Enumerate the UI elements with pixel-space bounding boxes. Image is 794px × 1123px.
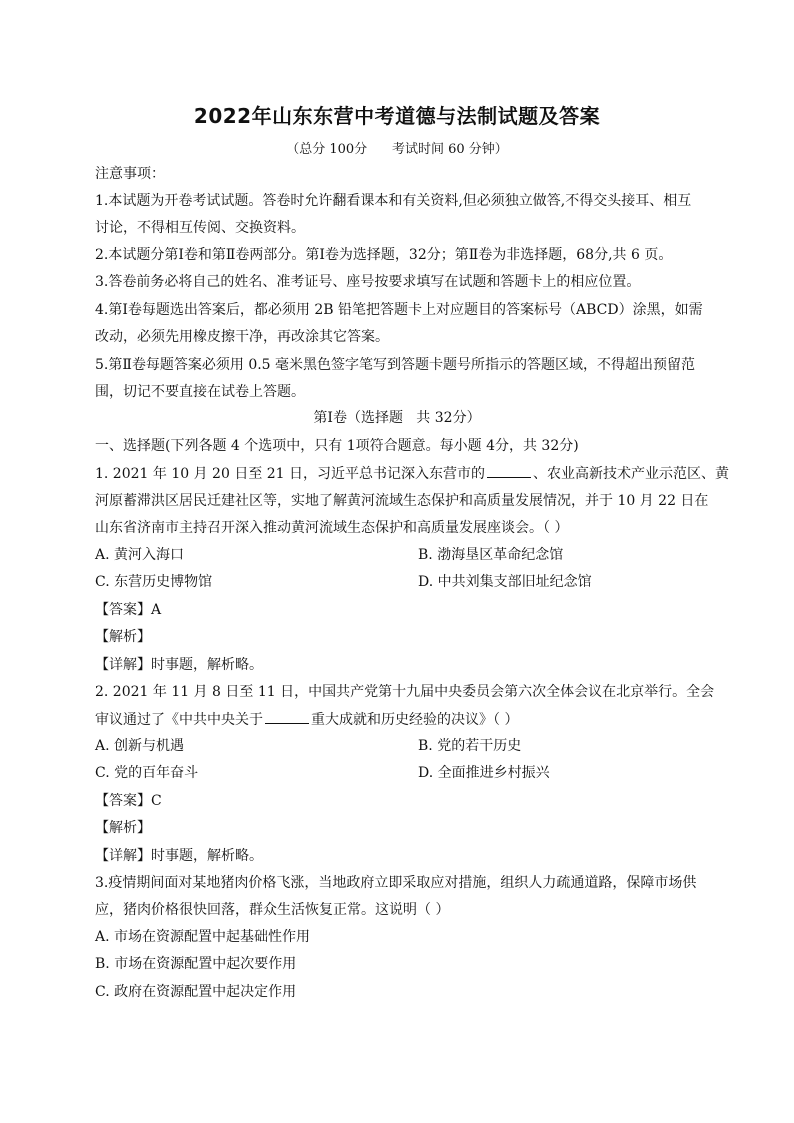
question-1-text: 山东省济南市主持召开深入推动黄河流域生态保护和高质量发展座谈会。（ ） (95, 520, 569, 536)
option-c: C. 东营历史博物馆 (95, 574, 213, 590)
answer-label: 【答案】A (95, 602, 162, 618)
question-1-text-part: 、农业高新技术产业示范区、黄 (533, 466, 730, 482)
notice-heading: 注意事项： (95, 166, 165, 182)
notice-line: 围，切记不要直接在试卷上答题。 (95, 384, 305, 400)
question-3-text: 应，猪肉价格很快回落，群众生活恢复正常。这说明（ ） (95, 902, 450, 918)
option-d: D. 中共刘集支部旧址纪念馆 (418, 574, 592, 590)
question-1-text (95, 463, 729, 484)
question-2-text-part: 审议通过了《中共中央关于 (95, 712, 263, 728)
notice-line: 1.本试题为开卷考试试题。答卷时允许翻看课本和有关资料,但必须独立做答,不得交头接耳、相互 (95, 193, 692, 209)
option-d: D. 全面推进乡村振兴 (418, 765, 550, 781)
notice-line: 讨论，不得相互传阅、交换资料。 (95, 220, 305, 236)
option-b: B. 党的若干历史 (418, 738, 522, 754)
question-1-text-part: 1. 2021 年 10 月 20 日至 21 日，习近平总书记深入东营市的 (95, 466, 486, 482)
question-1-text: 河原蓄滞洪区居民迁建社区等，实地了解黄河流域生态保护和高质量发展情况，并于 10 月 22 日在 (95, 493, 709, 509)
option-c: C. 党的百年奋斗 (95, 765, 199, 781)
question-2-text: 2. 2021 年 11 月 8 日至 11 日，中国共产党第十九届中央委员会第六次全体会议在北京举行。全会 (95, 684, 715, 700)
detail-label: 【详解】时事题，解析略。 (95, 848, 263, 864)
analysis-label: 【解析】 (95, 820, 151, 836)
notice-line: 2.本试题分第Ⅰ卷和第Ⅱ卷两部分。第Ⅰ卷为选择题，32分；第Ⅱ卷为非选择题，68分,共 6 页。 (95, 247, 673, 263)
option-a: A. 创新与机遇 (95, 738, 185, 754)
section-title: 第Ⅰ卷（选择题 共 32分） (313, 410, 481, 426)
option-c: C. 政府在资源配置中起决定作用 (95, 984, 297, 1000)
question-3-text: 3.疫情期间面对某地猪肉价格飞涨，当地政府立即采取应对措施，组织人力疏通道路，保障市场供 (95, 875, 697, 891)
notice-line: 改动，必须先用橡皮擦干净，再改涂其它答案。 (95, 329, 389, 345)
page-title: 2022年山东东营中考道德与法制试题及答案 (193, 104, 601, 128)
notice-line: 3.答卷前务必将自己的姓名、准考证号、座号按要求填写在试题和答题卡上的相应位置。 (95, 274, 641, 290)
option-a: A. 黄河入海口 (95, 547, 185, 563)
exam-meta: （总分 100分 考试时间 60 分钟） (286, 142, 508, 157)
answer-blank (487, 463, 531, 478)
analysis-label: 【解析】 (95, 629, 151, 645)
notice-line: 4.第Ⅰ卷每题选出答案后，都必须用 2B 铅笔把答题卡上对应题目的答案标号（ABCD）涂黑，如需 (95, 302, 703, 318)
question-2-text (95, 709, 518, 730)
option-b: B. 市场在资源配置中起次要作用 (95, 956, 297, 972)
option-b: B. 渤海垦区革命纪念馆 (418, 547, 564, 563)
answer-label: 【答案】C (95, 793, 162, 809)
question-2-text-part: 重大成就和历史经验的决议》（ ） (311, 712, 519, 728)
section-instructions: 一、选择题(下列各题 4 个选项中，只有 1项符合题意。每小题 4分，共 32分) (95, 438, 579, 454)
notice-line: 5.第Ⅱ卷每题答案必须用 0.5 毫米黑色签字笔写到答题卡题号所指示的答题区域，不得超出预留范 (95, 357, 696, 373)
detail-label: 【详解】时事题，解析略。 (95, 657, 263, 673)
option-a: A. 市场在资源配置中起基础性作用 (95, 929, 311, 945)
answer-blank (265, 709, 309, 724)
